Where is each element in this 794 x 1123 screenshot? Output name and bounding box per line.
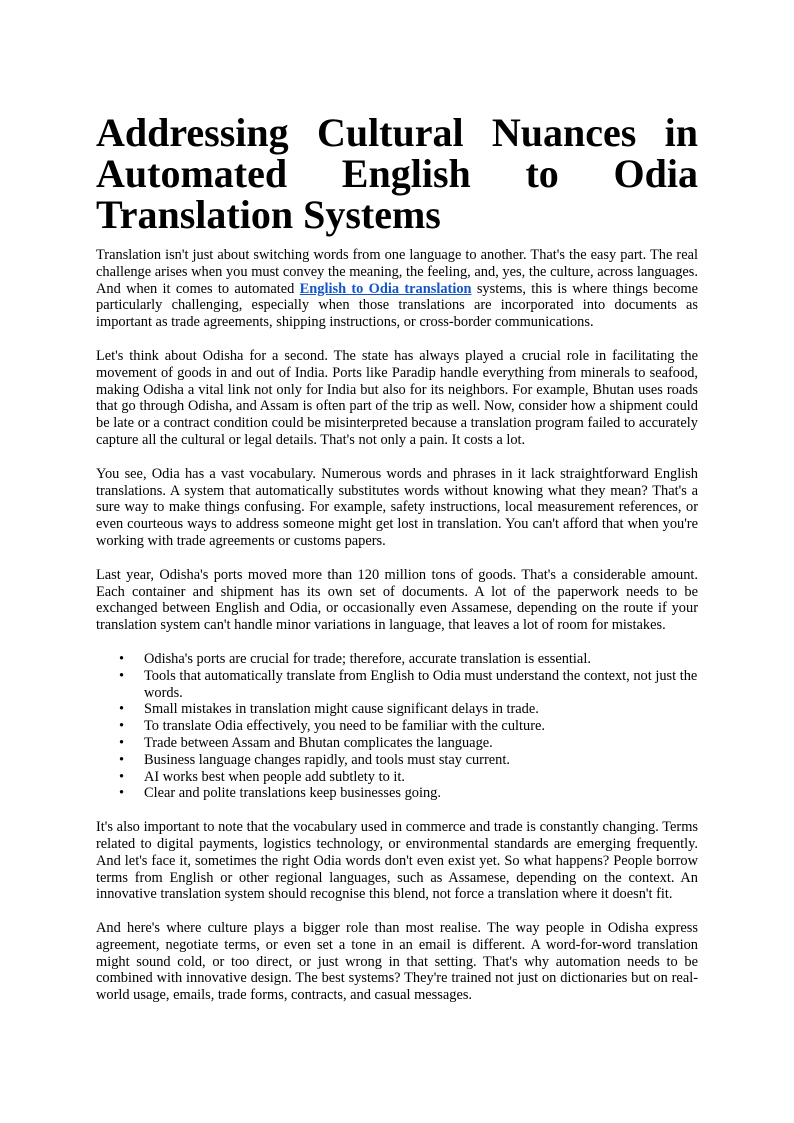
english-to-odia-translation-link[interactable]: English to Odia translation bbox=[299, 280, 472, 297]
bullet-icon: • bbox=[119, 785, 125, 802]
bullet-icon: • bbox=[119, 751, 125, 768]
document-page bbox=[96, 112, 698, 1021]
paragraph-intro-end: systems, this is where things become particularly challenging, especially when those translations are incorporated into documents as important as trade agreements, shipping instructions, or cross-border communications. bbox=[96, 280, 699, 331]
list-item bbox=[119, 667, 698, 702]
list-item bbox=[119, 650, 698, 668]
paragraph-odia-vocabulary: You see, Odia has a vast vocabulary. Numerous words and phrases in it lack straightforward English translations. A system that automatically substitutes words without knowing what they mean? That's a sure way to make things confusing. For example, safety instructions, local measurement references, or even courteous ways to address someone might get lost in translation. You can't afford that when you're working with trade agreements or customs papers. bbox=[96, 465, 698, 549]
paragraph-odisha-trade: Let's think about Odisha for a second. The state has always played a crucial role in facilitating the movement of goods in and out of India. Ports like Paradip handle everything from minerals to seafood, making Odisha a vital link not only for India but also for its neighbors. For example, Bhutan uses roads that go through Odisha, and Assam is often part of the trip as well. Now, consider how a shipment could be late or a contract condition could be misinterpreted because a translation program failed to accurately capture all the cultural or legal details. That's not only a pain. It costs a lot. bbox=[96, 347, 698, 448]
list-item bbox=[119, 734, 698, 752]
paragraph-changing-vocabulary: It's also important to note that the vocabulary used in commerce and trade is constantly changing. Terms related to digital payments, logistics technology, or environmental standards are emerging frequently. And let's face it, sometimes the right Odia words don't even exist yet. So what happens? People borrow terms from English or other regional languages, such as Assamese, depending on the context. An innovative translation system should recognise this blend, not force a translation where it doesn't fit. bbox=[96, 819, 698, 903]
list-item-text: Odisha's ports are crucial for trade; therefore, accurate translation is essential. bbox=[144, 650, 591, 667]
bullet-icon: • bbox=[119, 650, 125, 667]
bullet-icon: • bbox=[119, 701, 125, 718]
bullet-icon: • bbox=[119, 718, 125, 735]
list-item-text: AI works best when people add subtlety to it. bbox=[144, 768, 405, 785]
list-item-text: Clear and polite translations keep businesses going. bbox=[144, 785, 441, 802]
bullet-icon: • bbox=[119, 734, 125, 751]
bullet-icon: • bbox=[119, 768, 125, 785]
bullet-icon: • bbox=[119, 667, 125, 684]
paragraph-intro-start: Translation isn't just about switching words from one language to another. That's the easy part. The real challenge arises when you must convey the meaning, the feeling, and, yes, the culture, across languages. And when it comes to automated bbox=[96, 247, 698, 297]
list-item bbox=[119, 785, 698, 802]
list-item bbox=[119, 701, 698, 718]
page-title: Addressing Cultural Nuances in Automated English to Odia Translation Systems bbox=[96, 110, 698, 237]
paragraph-culture-role: And here's where culture plays a bigger role than most realise. The way people in Odisha express agreement, negotiate terms, or even set a tone in an email is different. A word-for-word translation might sound cold, or too direct, or just wrong in that setting. That's why automation needs to be combined with innovative design. The best systems? They're trained not just on dictionaries but on real-world usage, emails, trade forms, contracts, and casual messages. bbox=[96, 920, 698, 1004]
list-item-text: To translate Odia effectively, you need to be familiar with the culture. bbox=[144, 718, 545, 735]
list-item-text: Tools that automatically translate from English to Odia must understand the context, not just the words. bbox=[144, 667, 698, 701]
list-item-text: Business language changes rapidly, and tools must stay current. bbox=[144, 751, 510, 768]
paragraph-ports-volume: Last year, Odisha's ports moved more than 120 million tons of goods. That's a considerable amount. Each container and shipment has its own set of documents. A lot of the paperwork needs to be exchanged between English and Odia, or occasionally even Assamese, depending on the route if your translation system can't handle minor variations in language, that leaves a lot of room for mistakes. bbox=[96, 566, 698, 634]
list-item-text: Small mistakes in translation might cause significant delays in trade. bbox=[144, 701, 539, 718]
list-item bbox=[119, 751, 698, 769]
list-item-text: Trade between Assam and Bhutan complicates the language. bbox=[144, 734, 493, 751]
list-item bbox=[119, 768, 698, 786]
list-item bbox=[119, 718, 698, 735]
paragraph-intro bbox=[96, 247, 698, 331]
key-points-list bbox=[96, 651, 698, 802]
